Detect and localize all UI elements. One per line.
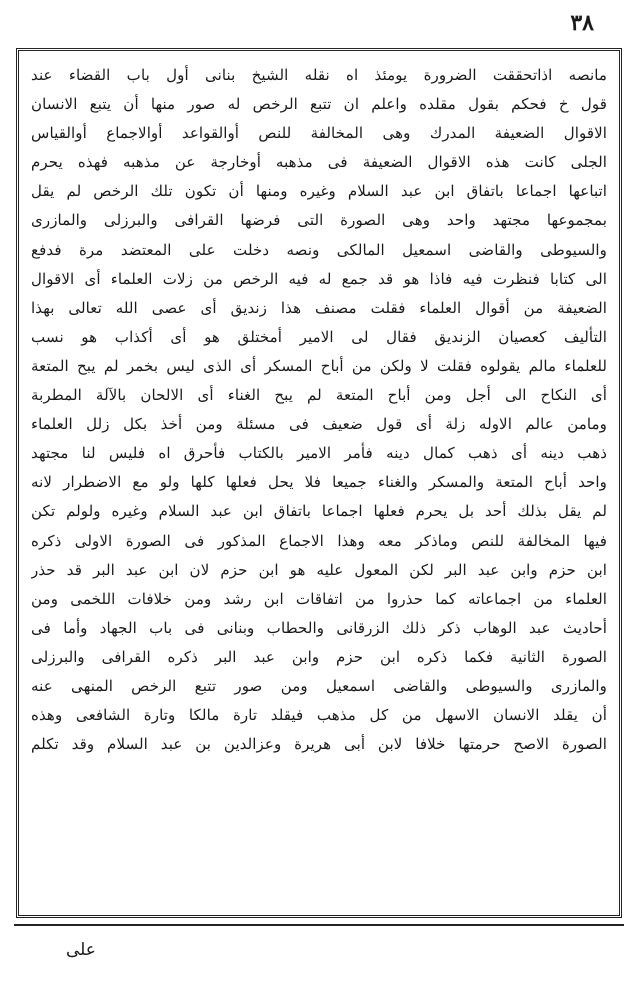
text-line: بمجموعها مجتهد واحد وهى الصورة التى فرضها القرافى والبرزلى والمازرى bbox=[31, 211, 607, 230]
text-frame bbox=[16, 48, 622, 918]
text-line: فيها المخالفة للنص وماذكر معه وهذا الاجماع المذكور فى الصورة الاولى ذكره bbox=[31, 531, 607, 550]
text-line: التأليف كعصيان الزنديق فقال لى الامير أمختلق هو أى أكذاب هو نسب bbox=[31, 327, 607, 346]
text-line: الصورة الاصح حرمتها خلافا لابن أبى هريرة وعزالدين بن عبد السلام وقد تكلم bbox=[31, 735, 607, 754]
text-line: والمازرى والسيوطى والقاضى اسمعيل ومن صور تتبع الرخص المنهى عنه bbox=[31, 676, 607, 695]
text-line: الصورة الثانية فكما ذكره ابن حزم وابن عبد البر ذكره القرافى والبرزلى bbox=[31, 647, 607, 666]
text-line: واحد أباح المتعة والمسكر والغناء جميعا فلا يحل فعلها كلها ولو مع الاضطرار لانه bbox=[31, 473, 607, 492]
text-line: ابن حزم وابن عبد البر لكن المعول عليه هو ابن حزم لان ابن عبد البر قد حذر bbox=[31, 560, 607, 579]
catchword: على bbox=[66, 940, 96, 960]
text-line: ومامن عالم الاوله زلة أى قول ضعيف فى مسئلة ومن أخذ بكل زلل العلماء bbox=[31, 415, 607, 434]
bottom-rule bbox=[14, 924, 624, 926]
page-text bbox=[31, 61, 607, 759]
text-line: الجلى كانت هذه الاقوال الضعيفة فى مذهبه أوخارجة عن مذهبه فهذه يحرم bbox=[31, 153, 607, 172]
text-line: أى النكاح الى أجل ومن أباح المتعة لم يبح الغناء أى الالحان بالآلة المطربة bbox=[31, 386, 607, 405]
text-line: مانصه اذاتحققت الضرورة يومئذ اه نقله الشيخ بنانى أول باب القضاء عند bbox=[31, 66, 607, 84]
text-line: لم يقل بذلك أحد بل يحرم فعلها اجماعا باتفاق ابن عبد السلام وغيره ولولم تكن bbox=[31, 502, 607, 521]
text-line: الى كتابا فنظرت فيه فاذا هو قد جمع له فيه الرخص من زلات العلماء أى الاقوال bbox=[31, 269, 607, 288]
text-line: أن يقلد الانسان الاسهل من كل مذهب فيقلد تارة مالكا وتارة الشافعى وهذه bbox=[31, 706, 607, 725]
text-line: العلماء من اجماعاته كما حذروا من اتفاقات ابن رشد ومن خلافات اللخمى ومن bbox=[31, 589, 607, 608]
text-line: للعلماء مالم يقولوه فقلت لا ولكن من أباح المسكر أى الذى ليس بخمر لم يبح المتعة bbox=[31, 356, 607, 375]
text-line: أحاديث عبد الوهاب ذكر ذلك الزرقانى والحطاب وبنانى فى باب الجهاد وأما فى bbox=[31, 618, 607, 637]
text-line: الاقوال الضعيفة المدرك وهى المخالفة للنص أوالقواعد أوالاجماع أوالقياس bbox=[31, 124, 607, 143]
text-line: اتباعها اجماعا باتفاق ابن عبد السلام وغيره ومنها أن تكون تلك الرخص لم يقل bbox=[31, 182, 607, 201]
text-line: والسيوطى والقاضى اسمعيل المالكى ونصه دخلت على المعتضد مرة فدفع bbox=[31, 240, 607, 259]
text-line: قول خ فحكم بقول مقلده واعلم ان تتبع الرخص له صور منها أن يتبع الانسان bbox=[31, 95, 607, 114]
text-line: الضعيفة من أقوال العلماء فقلت مصنف هذا زنديق أى عصى الله تعالى بهذا bbox=[31, 298, 607, 317]
page-number: ٣٨ bbox=[570, 10, 594, 36]
text-line: ذهب دينه أى ذهب كمال دينه فأمر الامير بالكتاب فأحرق اه فليس لنا مجتهد bbox=[31, 444, 607, 463]
